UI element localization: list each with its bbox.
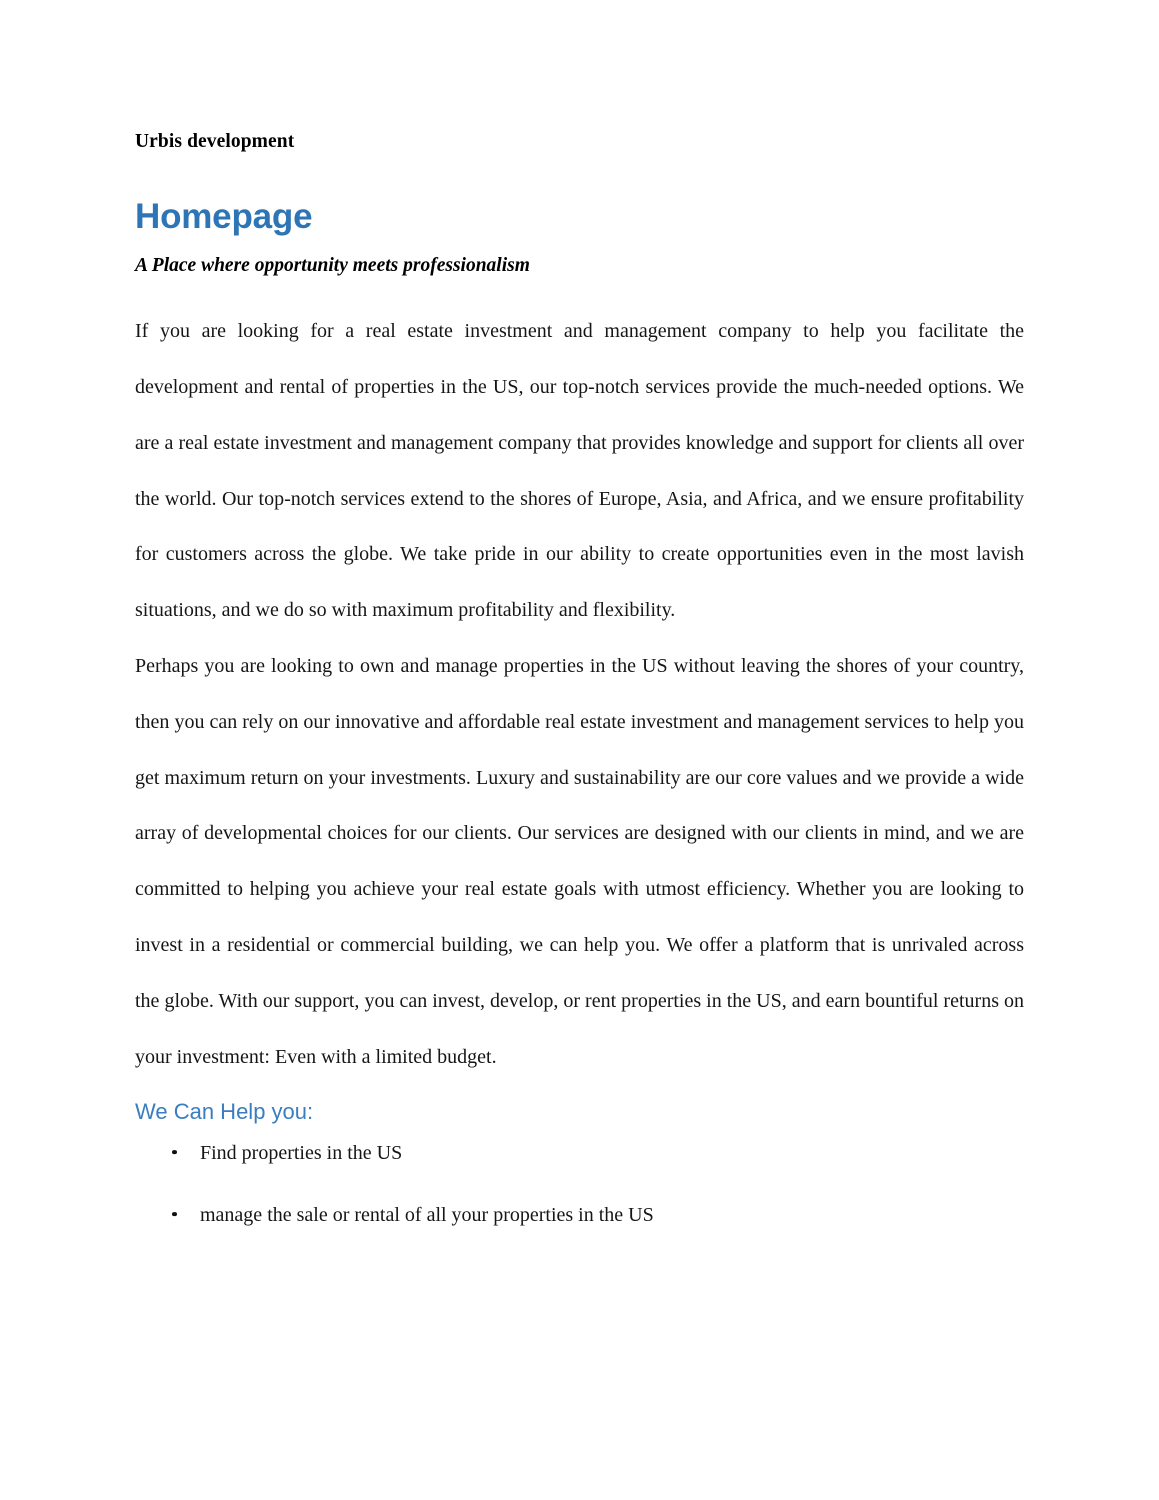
body-paragraph-2: Perhaps you are looking to own and manage properties in the US without leaving the shores of your country, then you can rely on our innovative and affordable real estate investment and management services to help you get maximum return on your investments. Luxury and sustainability are our core values and we provide a wide array of developmental choices for our clients. Our services are designed with our clients in mind, and we are committed to helping you achieve your real estate goals with utmost efficiency. Whether you are looking to invest in a residential or commercial building, we can help you. We offer a platform that is unrivaled across the globe. With our support, you can invest, develop, or rent properties in the US, and earn bountiful returns on your investment: Even with a limited budget. [135,655,1024,1068]
help-section-heading: We Can Help you: [135,1099,314,1125]
page-title: Homepage [135,197,313,237]
page-subtitle: A Place where opportunity meets professionalism [135,254,530,276]
bullet-dot-icon [172,1150,177,1155]
body-paragraph-1: If you are looking for a real estate investment and management company to help you facilitate the development and rental of properties in the US, our top-notch services provide the much-needed options. We are a real estate investment and management company that provides knowledge and support for clients all over the world. Our top-notch services extend to the shores of Europe, Asia, and Africa, and we ensure profitability for customers across the globe. We take pride in our ability to create opportunities even in the most lavish situations, and we do so with maximum profitability and flexibility. [135,320,1024,622]
bullet-dot-icon [172,1212,177,1217]
document-content [135,130,1024,1228]
help-bullet-list [135,1140,1024,1228]
document-header: Urbis development [135,131,295,152]
list-item [135,1140,1024,1166]
list-item [135,1202,1024,1228]
list-item-label: Find properties in the US [200,1141,403,1164]
list-item-label: manage the sale or rental of all your properties in the US [200,1203,654,1226]
